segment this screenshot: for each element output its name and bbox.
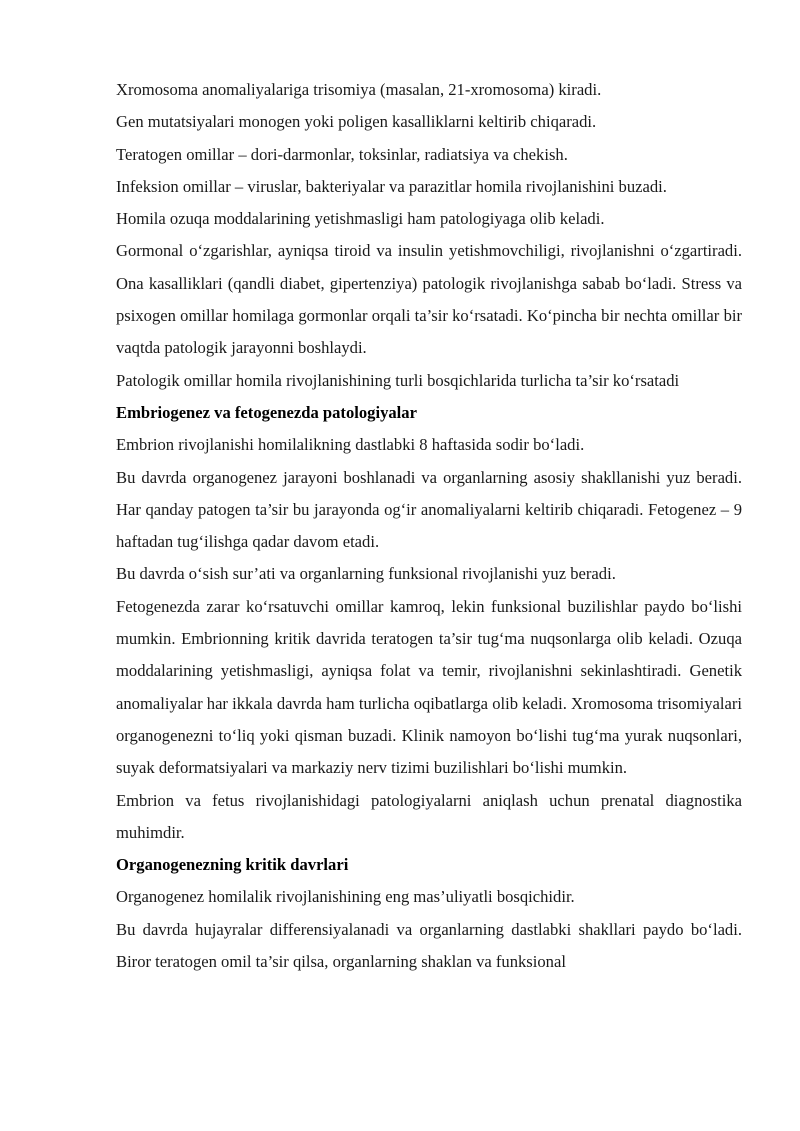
paragraph-embryo-development: Embrion rivojlanishi homilalikning dastlabki 8 haftasida sodir bo‘ladi. [116,435,585,455]
section-heading-critical-periods: Organogenezning kritik davrlari [116,855,349,875]
paragraph-prenatal-diagnostics: Embrion va fetus rivojlanishidagi patologiyalarni aniqlash uchun prenatal diagnostika muhimdir. [116,790,742,842]
paragraph-gene-mutations: Gen mutatsiyalari monogen yoki poligen kasalliklarni keltirib chiqaradi. [116,112,597,132]
paragraph-infection-factors: Infeksion omillar – viruslar, bakteriyalar va parazitlar homila rivojlanishini buzadi. [116,176,667,196]
paragraph-pathologic-factors: Patologik omillar homila rivojlanishining turli bosqichlarida turlicha ta’sir ko‘rsatadi [116,370,680,390]
paragraph-nutrient-deficiency: Homila ozuqa moddalarining yetishmasligi ham patologiyaga olib keladi. [116,209,605,229]
paragraph-organogenesis-start: Bu davrda organogenez jarayoni boshlanadi va organlarning asosiy shakllanishi yuz beradi. Har qanday patogen ta’sir bu jarayonda og‘ir anomaliyalarni keltirib chiqaradi. Fetogenez – 9 haftadan tug‘ilishga qadar davom etadi. [116,467,742,552]
paragraph-chromosomal-anomalies: Xromosoma anomaliyalariga trisomiya (masalan, 21-xromosoma) kiradi. [116,80,602,99]
paragraph-fetogenesis-damage: Fetogenezda zarar ko‘rsatuvchi omillar kamroq, lekin funksional buzilishlar paydo bo‘lishi mumkin. Embrionning kritik davrida teratogen ta’sir tug‘ma nuqsonlarga olib keladi. Ozuqa moddalarining yetishmasligi, ayniqsa folat va temir, rivojlanishni sekinlashtiradi. Genetik anomaliyalar har ikkala davrda ham turlicha oqibatlarga olib keladi. Xromosoma trisomiyalari organogenezni to‘liq yoki qisman buzadi. Klinik namoyon bo‘lishi tug‘ma yurak nuqsonlari, suyak deformatsiyalari va markaziy nerv tizimi buzilishlari bo‘lishi mumkin. [116,596,742,778]
paragraph-hormonal-changes: Gormonal o‘zgarishlar, ayniqsa tiroid va insulin yetishmovchiligi, rivojlanishni o‘zgartiradi. Ona kasalliklari (qandli diabet, gipertenziya) patologik rivojlanishga sabab bo‘ladi. Stress va psixogen omillar homilaga gormonlar orqali ta’sir ko‘rsatadi. Ko‘pincha bir nechta omillar bir vaqtda patologik jarayonni boshlaydi. [116,241,742,358]
document-body [116,74,742,978]
paragraph-teratogen-factors: Teratogen omillar – dori-darmonlar, toksinlar, radiatsiya va chekish. [116,144,568,164]
paragraph-growth-rate: Bu davrda o‘sish sur’ati va organlarning funksional rivojlanishi yuz beradi. [116,564,616,584]
section-heading-embryogenesis: Embriogenez va fetogenezda patologiyalar [116,402,417,422]
paragraph-cell-differentiation: Bu davrda hujayralar differensiyalanadi va organlarning dastlabki shakllari paydo bo‘ladi. Biror teratogen omil ta’sir qilsa, organlarning shaklan va funksional [116,919,742,972]
paragraph-organogenesis-stage: Organogenez homilalik rivojlanishining eng mas’uliyatli bosqichidir. [116,887,575,907]
